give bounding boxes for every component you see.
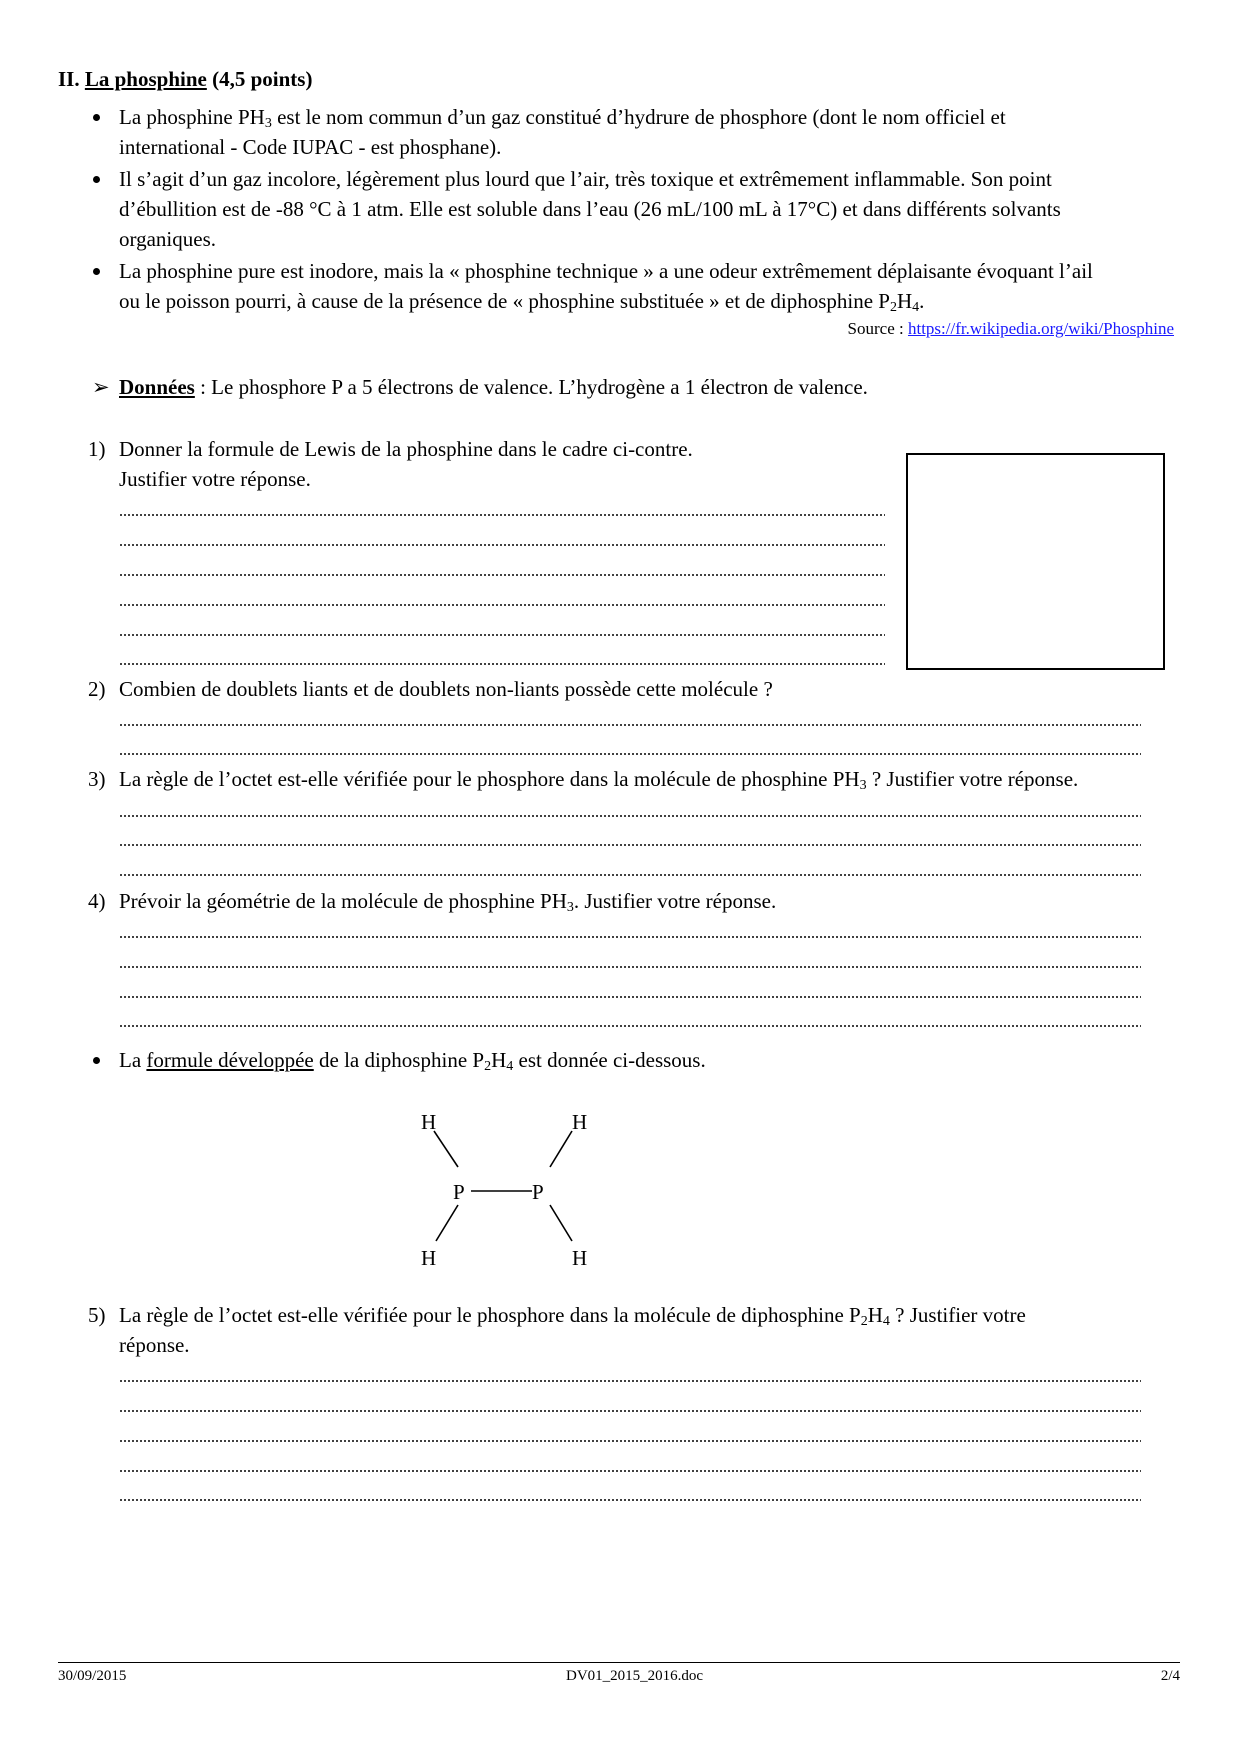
footer-page-number: 2/4: [1160, 1668, 1180, 1684]
bullet-icon: [93, 176, 100, 183]
text: ? Justifier votre: [889, 1303, 1026, 1327]
text: La règle de l’octet est-elle vérifiée pour le phosphore dans la molécule de diphosphine P: [119, 1303, 861, 1327]
section-number: II.: [58, 67, 80, 91]
subscript: 2: [484, 1059, 492, 1074]
subscript: 2: [860, 1314, 868, 1329]
donnees-label: Données: [119, 375, 195, 399]
atom-h: H: [572, 1246, 588, 1270]
text: .: [919, 289, 925, 313]
answer-dotted-line[interactable]: [119, 1498, 1141, 1502]
bullet-icon: [93, 1057, 100, 1064]
text: H: [491, 1048, 507, 1072]
answer-dotted-line[interactable]: [119, 965, 1141, 969]
atom-h: H: [421, 1110, 437, 1134]
answer-dotted-line[interactable]: [119, 513, 885, 517]
answer-dotted-line[interactable]: [119, 603, 885, 607]
bullet-icon: [93, 114, 100, 121]
answer-dotted-line[interactable]: [119, 843, 1141, 847]
intro-bullet-1-line-1: [119, 102, 1006, 132]
question-5-text-2: réponse.: [119, 1333, 190, 1357]
atom-p: P: [453, 1180, 465, 1204]
subscript: 4: [912, 300, 920, 315]
bond-h-p: [436, 1205, 458, 1241]
source-line: [848, 314, 1174, 344]
intro-bullet-2-line-1: Il s’agit d’un gaz incolore, légèrement plus lourd que l’air, très toxique et extrêmement inflammable. Son point: [119, 167, 1052, 191]
question-3-number: 3): [88, 767, 106, 791]
text: H: [897, 289, 913, 313]
text: . Justifier votre réponse.: [573, 889, 777, 913]
footer-filename: DV01_2015_2016.doc: [566, 1668, 704, 1684]
intro-bullet-3-line-1: La phosphine pure est inodore, mais la « phosphine technique » a une odeur extrêmement déplaisante évoquant l’ail: [119, 259, 1093, 283]
text: ? Justifier votre réponse.: [866, 767, 1079, 791]
answer-dotted-line[interactable]: [119, 633, 885, 637]
source-link[interactable]: https://fr.wikipedia.org/wiki/Phosphine: [907, 319, 1174, 338]
answer-dotted-line[interactable]: [119, 873, 1141, 877]
footer-rule: [58, 1662, 1180, 1663]
text: La: [119, 1048, 147, 1072]
subscript: 4: [882, 1314, 890, 1329]
atom-h: H: [572, 1110, 588, 1134]
question-2-number: 2): [88, 677, 106, 701]
subscript: 4: [506, 1059, 514, 1074]
bond-h-p: [550, 1205, 572, 1241]
text: Prévoir la géométrie de la molécule de phosphine PH: [119, 889, 567, 913]
section-name: La phosphine: [84, 67, 207, 91]
question-4-text: [119, 886, 776, 916]
answer-dotted-line[interactable]: [119, 1439, 1141, 1443]
text: est donnée ci-dessous.: [513, 1048, 706, 1072]
answer-dotted-line[interactable]: [119, 752, 1141, 756]
question-5-text: [119, 1300, 1026, 1330]
formula-bullet-text: [119, 1045, 706, 1075]
section-points: (4,5 points): [212, 67, 313, 91]
answer-dotted-line[interactable]: [119, 1409, 1141, 1413]
formula-term: formule développée: [146, 1048, 314, 1072]
subscript: 3: [264, 116, 272, 131]
question-2-text: Combien de doublets liants et de doublets non-liants possède cette molécule ?: [119, 677, 773, 701]
answer-dotted-line[interactable]: [119, 662, 885, 666]
bond-h-p: [550, 1131, 572, 1167]
text: de la diphosphine P: [313, 1048, 485, 1072]
subscript: 3: [859, 778, 867, 793]
answer-dotted-line[interactable]: [119, 573, 885, 577]
footer-date: 30/09/2015: [58, 1668, 127, 1684]
source-label: Source :: [847, 319, 908, 338]
answer-dotted-line[interactable]: [119, 1379, 1141, 1383]
answer-dotted-line[interactable]: [119, 935, 1141, 939]
question-1-text-2: Justifier votre réponse.: [119, 467, 311, 491]
intro-bullet-2-line-2: d’ébullition est de -88 °C à 1 atm. Elle est soluble dans l’eau (26 mL/100 mL à 17°C) et dans différents solvants: [119, 197, 1061, 221]
bond-h-p: [434, 1131, 458, 1167]
answer-dotted-line[interactable]: [119, 723, 1141, 727]
atom-p: P: [532, 1180, 544, 1204]
intro-bullet-1-line-2: international - Code IUPAC - est phosphane).: [119, 135, 502, 159]
question-3-text: [119, 764, 1078, 794]
question-1-text: Donner la formule de Lewis de la phosphine dans le cadre ci-contre.: [119, 437, 693, 461]
subscript: 2: [890, 300, 897, 315]
bullet-icon: [93, 268, 100, 275]
text: La phosphine PH: [119, 105, 265, 129]
answer-dotted-line[interactable]: [119, 543, 885, 547]
question-1-number: 1): [88, 437, 106, 461]
answer-dotted-line[interactable]: [119, 1469, 1141, 1473]
answer-dotted-line[interactable]: [119, 814, 1141, 818]
text: La règle de l’octet est-elle vérifiée pour le phosphore dans la molécule de phosphine PH: [119, 767, 860, 791]
question-4-number: 4): [88, 889, 106, 913]
intro-bullet-3-line-2: [119, 286, 924, 316]
lewis-answer-box[interactable]: [906, 453, 1165, 670]
atom-h: H: [421, 1246, 437, 1270]
donnees-line: [92, 372, 868, 402]
text: H: [867, 1303, 883, 1327]
diphosphine-structure: [400, 1105, 600, 1275]
text: ou le poisson pourri, à cause de la présence de « phosphine substituée » et de diphosphine P: [119, 289, 890, 313]
subscript: 3: [566, 900, 574, 915]
question-5-number: 5): [88, 1303, 106, 1327]
intro-bullet-2-line-3: organiques.: [119, 227, 217, 251]
answer-dotted-line[interactable]: [119, 1024, 1141, 1028]
section-title: [58, 64, 312, 94]
text: est le nom commun d’un gaz constitué d’hydrure de phosphore (dont le nom officiel et: [271, 105, 1006, 129]
answer-dotted-line[interactable]: [119, 995, 1141, 999]
donnees-text: : Le phosphore P a 5 électrons de valence. L’hydrogène a 1 électron de valence.: [194, 375, 868, 399]
arrow-icon: ➢: [92, 375, 110, 399]
